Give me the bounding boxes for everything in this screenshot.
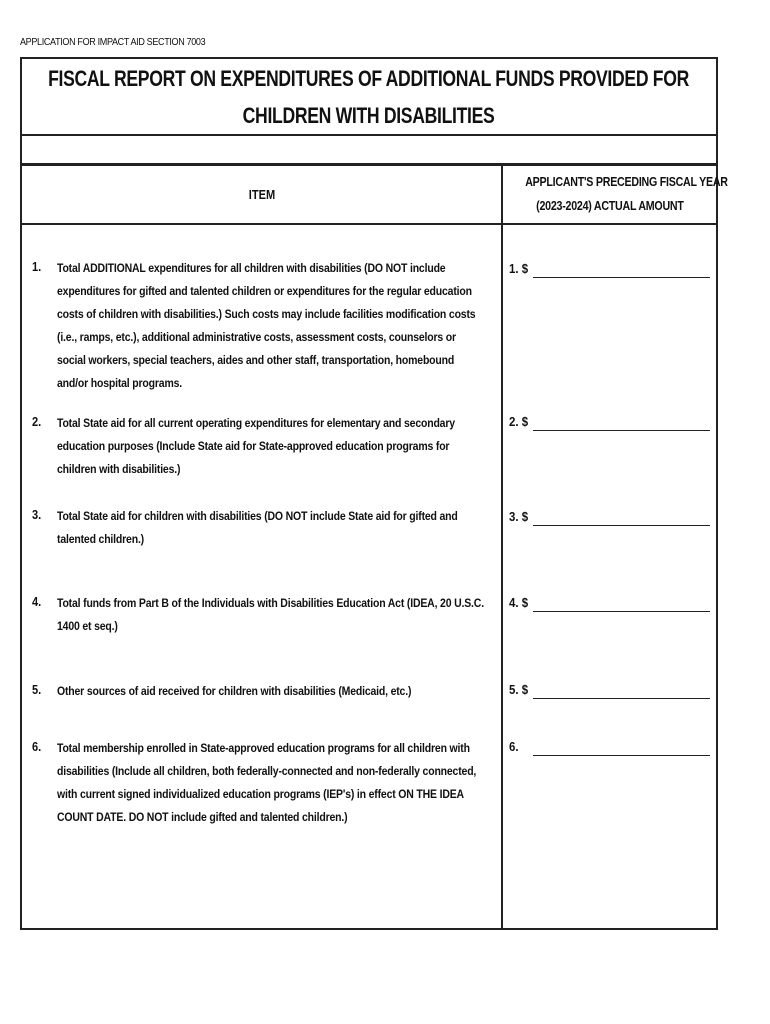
amount-blank-line[interactable]	[533, 277, 710, 278]
amount-field-3[interactable]	[509, 509, 714, 533]
column-header-amount-line-1: APPLICANT'S PRECEDING FISCAL YEAR	[525, 174, 728, 189]
item-number: 4.	[32, 594, 42, 609]
amount-label: 4. $	[509, 595, 529, 610]
amount-blank-line[interactable]	[533, 430, 710, 431]
item-number: 5.	[32, 682, 42, 697]
column-header-amount	[503, 170, 728, 220]
fiscal-report-form	[20, 57, 728, 930]
item-description: Total membership enrolled in State-approved education programs for all children with disabilities (Include all children, both federally-connected and non-federally connected, with current signed individualized education programs (IEP's) in effect ON THE IDEA COUNT DATE. DO NOT include gifted and talented children.)	[57, 741, 477, 824]
amount-field-1[interactable]	[509, 261, 714, 285]
amount-field-6[interactable]	[509, 739, 714, 763]
form-title-line-2: CHILDREN WITH DISABILITIES	[243, 102, 495, 128]
amount-field-4[interactable]	[509, 595, 714, 619]
amount-blank-line[interactable]	[533, 611, 710, 612]
form-title	[49, 60, 690, 134]
amount-label: 1. $	[509, 261, 529, 276]
form-code: APPLICATION FOR IMPACT AID SECTION 7003	[20, 36, 206, 48]
amount-field-5[interactable]	[509, 682, 714, 706]
blank-row	[22, 136, 716, 166]
item-description: Total ADDITIONAL expenditures for all children with disabilities (DO NOT include expenditures for gifted and talented children or expenditures for the regular education costs of children with disabilities.) Such costs may include facilities modification costs (i.e., ramps, etc.), additional administrative costs, assessment costs, counselors or social workers, special teachers, aides and other staff, transportation, homebound and/or hospital programs.	[57, 261, 476, 390]
column-header-item: ITEM	[248, 187, 276, 202]
item-number: 6.	[32, 739, 42, 754]
amount-field-2[interactable]	[509, 414, 714, 438]
item-number: 2.	[32, 414, 42, 429]
amount-label: 6.	[509, 739, 519, 754]
title-box	[22, 59, 716, 136]
item-number: 3.	[32, 507, 42, 522]
column-header-row	[22, 166, 728, 225]
column-divider	[501, 166, 503, 930]
item-description: Total State aid for all current operating expenditures for elementary and secondary education purposes (Include State aid for State-approved education programs for children with disabilities.)	[57, 416, 455, 476]
column-header-amount-line-2: (2023-2024) ACTUAL AMOUNT	[535, 198, 684, 213]
item-number: 1.	[32, 259, 42, 274]
amount-blank-line[interactable]	[533, 755, 710, 756]
amount-label: 2. $	[509, 414, 529, 429]
amount-blank-line[interactable]	[533, 525, 710, 526]
item-description: Total funds from Part B of the Individuals with Disabilities Education Act (IDEA, 20 U.S.C. 1400 et seq.)	[57, 596, 484, 633]
item-description: Total State aid for children with disabilities (DO NOT include State aid for gifted and talented children.)	[57, 509, 458, 546]
amount-blank-line[interactable]	[533, 698, 710, 699]
amount-label: 5. $	[509, 682, 529, 697]
form-title-line-1: FISCAL REPORT ON EXPENDITURES OF ADDITIONAL FUNDS PROVIDED FOR	[48, 65, 690, 91]
item-description: Other sources of aid received for children with disabilities (Medicaid, etc.)	[57, 684, 412, 698]
amount-label: 3. $	[509, 509, 529, 524]
